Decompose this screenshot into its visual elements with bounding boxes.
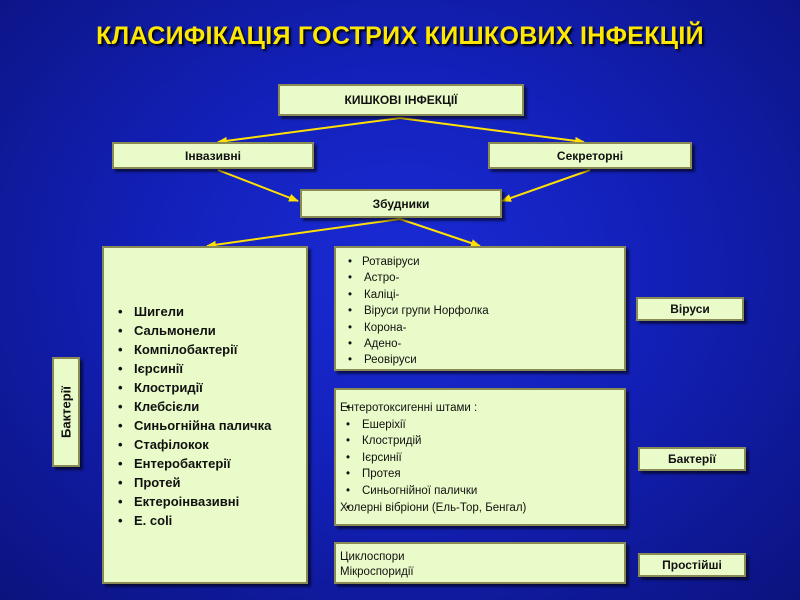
list-item: • Клостридії — [112, 378, 271, 397]
root-node-label: КИШКОВІ ІНФЕКЦІЇ — [344, 93, 458, 107]
list-item: • Астро- — [342, 270, 489, 286]
pathogens-node-label: Збудники — [372, 196, 430, 211]
list-item: • Синьогнійної палички — [340, 483, 526, 500]
viruses-list — [342, 254, 489, 369]
list-item: • Корона- — [342, 320, 489, 336]
secretory-node-label: Секреторні — [556, 148, 624, 163]
protozoa-box — [334, 542, 626, 584]
enterotoxigenic-box — [334, 388, 626, 526]
arrow-root-invasive — [218, 118, 400, 142]
list-item: • Синьогнійна паличка — [112, 416, 271, 435]
protozoa-label: Простійші — [638, 553, 746, 577]
enterotoxigenic-heading: • Ентеротоксигенні штами : — [340, 400, 526, 417]
list-item: • Ієрсинії — [112, 359, 271, 378]
arrow-pathogens-bacteria — [207, 219, 400, 246]
protozoa-list — [340, 550, 414, 580]
list-item: • Клостридій — [340, 433, 526, 450]
cholera-line: • Холерні вібріони (Ель-Тор, Бенгал) — [340, 500, 526, 517]
list-item: • Ектероінвазивні — [112, 492, 271, 511]
page-title: КЛАСИФІКАЦІЯ ГОСТРИХ КИШКОВИХ ІНФЕКЦІЙ — [96, 22, 704, 50]
bacteria-label: Бактерії — [638, 447, 746, 471]
arrow-pathogens-viruses — [400, 219, 480, 246]
list-item: • Клебсієли — [112, 397, 271, 416]
viruses-box — [334, 246, 626, 371]
arrow-root-secretory — [400, 118, 584, 142]
invasive-node-label: Інвазивні — [185, 148, 241, 163]
invasive-node — [112, 142, 314, 169]
list-item: • Реовіруси — [342, 352, 489, 368]
list-item: Мікроспоридії — [340, 566, 414, 578]
list-item: • Стафілокок — [112, 435, 271, 454]
list-item: • Шигели — [112, 302, 271, 321]
enterotoxigenic-list — [340, 400, 526, 516]
list-item: • E. coli — [112, 511, 271, 530]
list-item: • Ешеріхії — [340, 417, 526, 434]
root-node — [278, 84, 524, 116]
list-item: • Адено- — [342, 336, 489, 352]
list-item: • Компілобактерії — [112, 340, 271, 359]
list-item: • Каліці- — [342, 287, 489, 303]
invasive-bacteria-box — [102, 246, 308, 584]
arrow-secretory-pathogens — [502, 170, 590, 201]
list-item: • Ієрсинії — [340, 450, 526, 467]
list-item: • Ентеробактерії — [112, 454, 271, 473]
list-item: • Протей — [112, 473, 271, 492]
pathogens-node — [300, 189, 502, 218]
viruses-label: Віруси — [636, 297, 744, 321]
list-item: • Сальмонели — [112, 321, 271, 340]
secretory-node — [488, 142, 692, 169]
list-item: • Віруси групи Норфолка — [342, 303, 489, 319]
list-item: Циклоспори — [340, 551, 405, 563]
bacteria-side-label: Бактерії — [52, 357, 80, 467]
invasive-bacteria-list — [112, 302, 271, 530]
arrow-invasive-pathogens — [218, 170, 298, 201]
list-item: • Протея — [340, 466, 526, 483]
viruses-heading: • Ротавіруси — [342, 254, 489, 270]
